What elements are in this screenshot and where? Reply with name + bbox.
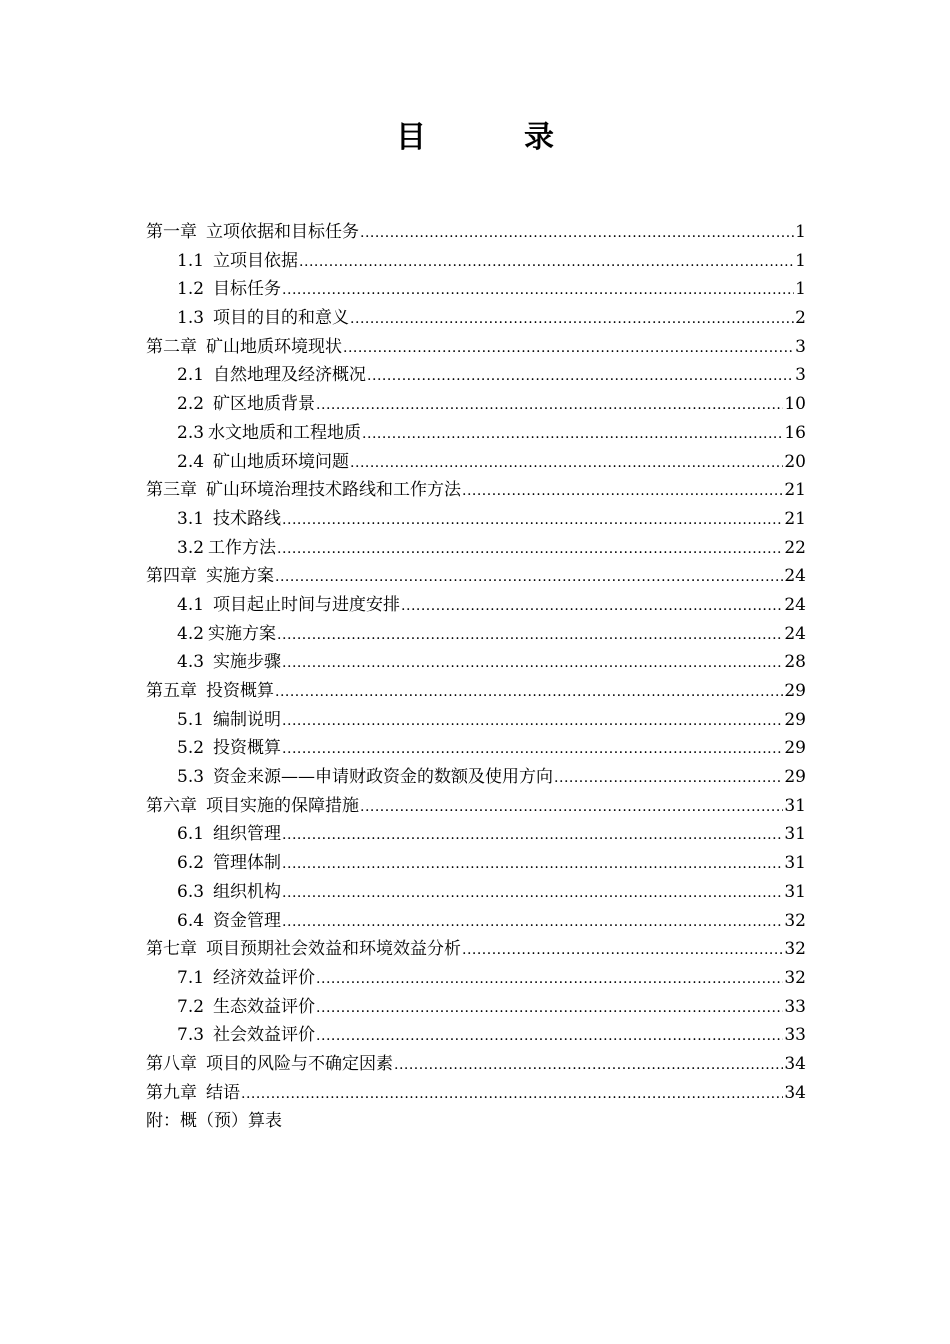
toc-entry-label: [146, 218, 359, 247]
toc-entry-label: [146, 792, 359, 821]
toc-entry-number: 第一章: [146, 222, 197, 242]
toc-dot-leader: [282, 879, 783, 908]
toc-entry-label: [177, 361, 366, 390]
toc-entry-label: [177, 849, 281, 878]
toc-entry-title: 实施方案: [208, 623, 277, 644]
toc-section-entry[interactable]: [146, 275, 806, 304]
toc-entry-title: 投资概算: [206, 681, 274, 701]
toc-section-entry[interactable]: [146, 993, 806, 1022]
toc-entry-label: [177, 878, 281, 907]
toc-entry-label: [177, 734, 281, 763]
toc-section-entry[interactable]: [146, 878, 806, 907]
toc-entry-number: 7.3: [177, 1025, 205, 1046]
toc-chapter-entry[interactable]: [146, 792, 806, 821]
toc-entry-number: 2.4: [177, 451, 205, 472]
toc-entry-number: 3.1: [177, 508, 205, 529]
toc-entry-label: [177, 907, 281, 936]
toc-page-number: 24: [784, 594, 806, 615]
toc-dot-leader: [316, 391, 783, 420]
toc-entry-title: 经济效益评价: [213, 967, 316, 988]
toc-section-entry[interactable]: [146, 534, 806, 563]
toc-entry-title: 水文地质和工程地质: [208, 422, 362, 443]
toc-page-number: 1: [795, 279, 806, 300]
toc-entry-title: 矿山环境治理技术路线和工作方法: [206, 480, 461, 501]
toc-page-number: 31: [784, 881, 806, 902]
toc-entry-title: 自然地理及经济概况: [213, 365, 367, 386]
toc-chapter-entry[interactable]: [146, 218, 806, 247]
toc-entry-title: 矿山地质环境问题: [213, 451, 350, 472]
toc-page-number: 32: [784, 910, 806, 931]
toc-entry-title: 技术路线: [213, 508, 282, 529]
toc-entry-number: 1.1: [177, 250, 205, 271]
toc-entry-label: [146, 562, 274, 591]
toc-entry-number: 4.3: [177, 652, 205, 673]
toc-entry-label: [177, 706, 281, 735]
toc-entry-number: 第八章: [146, 1053, 197, 1074]
toc-page-number: 34: [784, 1053, 806, 1074]
toc-dot-leader: [316, 1022, 783, 1051]
toc-entry-label: [177, 419, 361, 448]
toc-page-number: 10: [784, 394, 806, 415]
toc-section-entry[interactable]: [146, 448, 806, 477]
toc-page-number: 24: [784, 623, 806, 644]
toc-entry-number: 6.1: [177, 824, 205, 845]
toc-section-entry[interactable]: [146, 419, 806, 448]
table-of-contents: [146, 218, 806, 1136]
toc-entry-number: 3.2: [177, 537, 205, 558]
toc-page-number: 32: [784, 939, 806, 960]
toc-page-number: 1: [795, 250, 806, 271]
toc-dot-leader: [462, 936, 783, 965]
toc-entry-label: [146, 677, 274, 706]
toc-chapter-entry[interactable]: [146, 677, 806, 706]
toc-entry-title: 组织机构: [213, 881, 282, 902]
toc-dot-leader: [277, 621, 783, 650]
toc-entry-number: 1.3: [177, 308, 205, 329]
toc-section-entry[interactable]: [146, 763, 806, 792]
toc-section-entry[interactable]: [146, 648, 806, 677]
toc-page-number: 34: [784, 1082, 806, 1103]
toc-entry-label: [177, 591, 400, 620]
toc-entry-number: 6.4: [177, 910, 205, 931]
toc-dot-leader: [350, 305, 794, 334]
toc-entry-label: [177, 964, 315, 993]
toc-entry-title: 目标任务: [213, 279, 282, 300]
toc-entry-title: 资金管理: [213, 910, 282, 931]
toc-entry-title: 结语: [206, 1082, 240, 1103]
toc-dot-leader: [401, 592, 783, 621]
toc-entry-title: 立项依据和目标任务: [206, 222, 359, 242]
toc-page-number: 29: [784, 681, 806, 701]
toc-entry-label: [177, 247, 298, 276]
toc-page-number: 33: [784, 1025, 806, 1046]
toc-dot-leader: [394, 1051, 783, 1080]
appendix-entry[interactable]: 附：概（预）算表: [146, 1111, 282, 1132]
toc-entry-label: [177, 648, 281, 677]
toc-section-entry[interactable]: [146, 591, 806, 620]
toc-dot-leader: [282, 506, 783, 535]
toc-entry-title: 社会效益评价: [213, 1025, 316, 1046]
toc-section-entry[interactable]: [146, 505, 806, 534]
toc-entries: [146, 218, 806, 1107]
toc-entry-number: 2.3: [177, 422, 205, 443]
toc-dot-leader: [282, 908, 783, 937]
toc-page-number: 29: [784, 709, 806, 730]
toc-page-number: 33: [784, 996, 806, 1017]
toc-page-number: 1: [795, 222, 806, 242]
toc-entry-title: 编制说明: [213, 709, 282, 730]
toc-entry-title: 工作方法: [208, 537, 277, 558]
toc-dot-leader: [343, 334, 794, 363]
toc-section-entry[interactable]: [146, 620, 806, 649]
toc-dot-leader: [277, 535, 783, 564]
toc-entry-number: 4.2: [177, 623, 205, 644]
toc-entry-number: 6.3: [177, 881, 205, 902]
toc-chapter-entry[interactable]: [146, 935, 806, 964]
toc-entry-number: 1.2: [177, 279, 205, 300]
toc-entry-label: [177, 820, 281, 849]
toc-dot-leader: [554, 764, 783, 793]
toc-entry-title: 资金来源——申请财政资金的数额及使用方向: [213, 767, 554, 788]
toc-entry-label: [146, 476, 461, 505]
toc-entry-title: 实施方案: [206, 566, 274, 587]
toc-entry-number: 2.1: [177, 365, 205, 386]
page-title: 目 录: [396, 120, 588, 155]
toc-section-entry[interactable]: [146, 390, 806, 419]
toc-entry-number: 5.2: [177, 738, 205, 759]
toc-entry-title: 矿山地质环境现状: [206, 336, 342, 357]
toc-chapter-entry[interactable]: [146, 1050, 806, 1079]
toc-section-entry[interactable]: [146, 304, 806, 333]
toc-entry-number: 7.1: [177, 967, 205, 988]
toc-entry-title: 管理体制: [213, 853, 282, 874]
toc-entry-number: 第二章: [146, 336, 197, 357]
toc-dot-leader: [282, 850, 783, 879]
toc-entry-label: [177, 448, 349, 477]
toc-page-number: 28: [784, 652, 806, 673]
toc-entry-label: [177, 275, 281, 304]
toc-entry-label: [146, 333, 342, 362]
toc-page-number: 21: [784, 480, 806, 501]
toc-entry-label: [177, 505, 281, 534]
toc-entry-label: [177, 304, 349, 333]
toc-page-number: 32: [784, 967, 806, 988]
toc-dot-leader: [360, 219, 794, 248]
toc-dot-leader: [282, 821, 783, 850]
toc-entry-number: 5.3: [177, 767, 205, 788]
toc-section-entry[interactable]: [146, 849, 806, 878]
toc-section-entry[interactable]: [146, 706, 806, 735]
toc-entry-label: [177, 390, 315, 419]
toc-entry-number: 2.2: [177, 394, 205, 415]
toc-dot-leader: [367, 362, 794, 391]
toc-entry-label: [177, 534, 276, 563]
toc-page-number: 20: [784, 451, 806, 472]
toc-dot-leader: [282, 649, 783, 678]
toc-page-number: 2: [795, 308, 806, 329]
toc-page-number: 3: [795, 365, 806, 386]
toc-dot-leader: [360, 793, 783, 822]
toc-entry-number: 第四章: [146, 566, 197, 587]
toc-page-number: 31: [784, 795, 806, 816]
toc-entry-title: 项目的风险与不确定因素: [206, 1053, 393, 1074]
toc-entry-number: 第六章: [146, 795, 197, 816]
toc-entry-label: [146, 1050, 393, 1079]
toc-page-number: 31: [784, 824, 806, 845]
toc-entry-label: [177, 620, 276, 649]
toc-dot-leader: [282, 735, 783, 764]
toc-dot-leader: [316, 994, 783, 1023]
toc-page-number: 22: [784, 537, 806, 558]
toc-dot-leader: [462, 477, 783, 506]
toc-dot-leader: [316, 965, 783, 994]
toc-entry-title: 项目起止时间与进度安排: [213, 594, 401, 615]
toc-entry-label: [146, 1079, 240, 1108]
toc-dot-leader: [362, 420, 783, 449]
toc-section-entry[interactable]: [146, 247, 806, 276]
toc-entry-title: 实施步骤: [213, 652, 282, 673]
toc-page-number: 31: [784, 853, 806, 874]
toc-entry-title: 项目的目的和意义: [213, 308, 350, 329]
toc-entry-number: 6.2: [177, 853, 205, 874]
toc-chapter-entry[interactable]: [146, 333, 806, 362]
toc-entry-title: 立项目依据: [213, 250, 299, 271]
toc-section-entry[interactable]: [146, 361, 806, 390]
toc-dot-leader: [282, 707, 783, 736]
toc-chapter-entry[interactable]: [146, 1079, 806, 1108]
toc-dot-leader: [275, 563, 783, 592]
toc-entry-title: 生态效益评价: [213, 996, 316, 1017]
toc-page-number: 29: [784, 738, 806, 759]
toc-entry-number: 5.1: [177, 709, 205, 730]
toc-chapter-entry[interactable]: [146, 562, 806, 591]
toc-entry-label: [177, 763, 553, 792]
toc-page-number: 24: [784, 566, 806, 587]
toc-entry-title: 项目预期社会效益和环境效益分析: [206, 939, 461, 960]
toc-entry-label: [146, 935, 461, 964]
toc-entry-number: 第九章: [146, 1082, 197, 1103]
toc-entry-number: 第七章: [146, 939, 197, 960]
toc-entry-number: 第五章: [146, 681, 197, 701]
toc-entry-title: 投资概算: [213, 738, 282, 759]
toc-section-entry[interactable]: [146, 964, 806, 993]
toc-dot-leader: [241, 1080, 783, 1109]
toc-chapter-entry[interactable]: [146, 476, 806, 505]
toc-entry-number: 4.1: [177, 594, 205, 615]
toc-dot-leader: [275, 678, 783, 707]
toc-dot-leader: [299, 248, 794, 277]
toc-entry-number: 7.2: [177, 996, 205, 1017]
toc-section-entry[interactable]: [146, 907, 806, 936]
toc-page-number: 21: [784, 508, 806, 529]
toc-entry-title: 项目实施的保障措施: [206, 795, 359, 816]
toc-entry-title: 组织管理: [213, 824, 282, 845]
toc-entry-number: 第三章: [146, 480, 197, 501]
toc-dot-leader: [350, 449, 783, 478]
toc-entry-title: 矿区地质背景: [213, 394, 316, 415]
toc-dot-leader: [282, 276, 794, 305]
toc-section-entry[interactable]: [146, 1021, 806, 1050]
toc-section-entry[interactable]: [146, 820, 806, 849]
toc-page-number: 29: [784, 767, 806, 788]
toc-section-entry[interactable]: [146, 734, 806, 763]
toc-entry-label: [177, 1021, 315, 1050]
toc-page-number: 3: [795, 336, 806, 357]
toc-entry-label: [177, 993, 315, 1022]
toc-page-number: 16: [784, 422, 806, 443]
